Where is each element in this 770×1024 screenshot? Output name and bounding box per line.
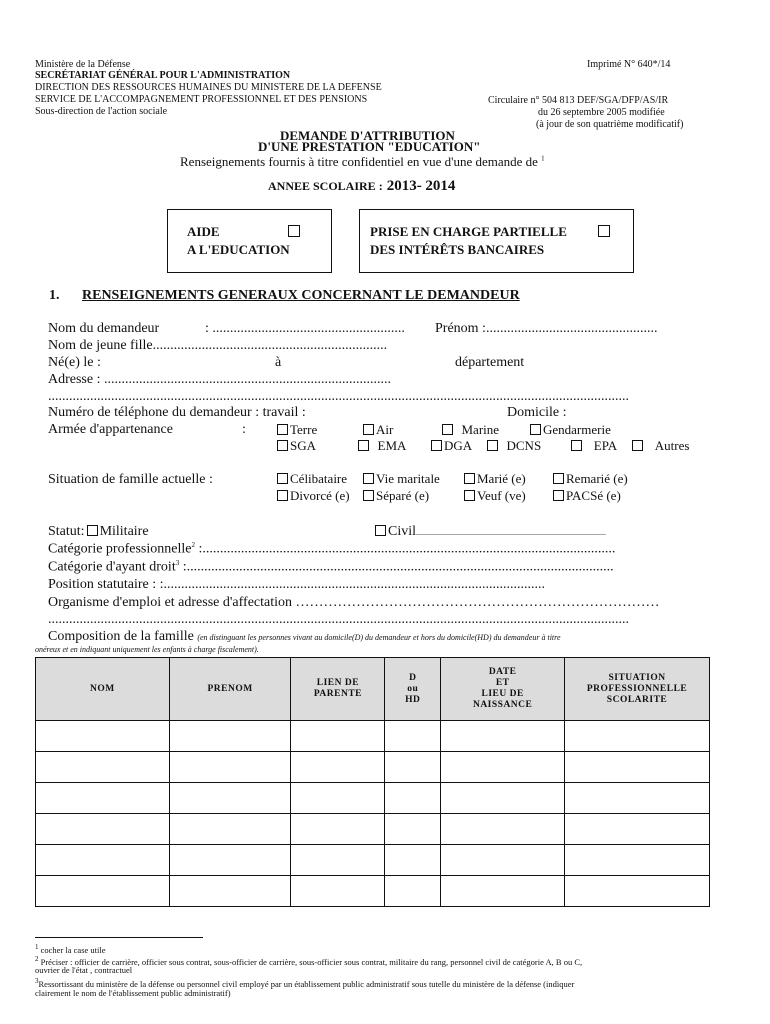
aide-box xyxy=(167,209,332,273)
armee-option-terre[interactable]: Terre xyxy=(277,424,317,436)
situation-remarie[interactable]: Remarié (e) xyxy=(553,473,628,485)
table-cell[interactable] xyxy=(385,876,441,907)
table-cell[interactable] xyxy=(441,783,565,814)
prise-label-1: PRISE EN CHARGE PARTIELLE xyxy=(370,224,567,239)
armee-colon: : xyxy=(242,422,246,437)
subdirection-line: Sous-direction de l'action sociale xyxy=(35,106,168,117)
table-row xyxy=(36,876,710,907)
composition-note: onéreux et en indiquant uniquement les enfants à charge fiscalement). xyxy=(35,645,259,654)
table-cell[interactable] xyxy=(565,845,710,876)
situation-celibataire[interactable]: Célibataire xyxy=(277,473,347,485)
armee-option-marine[interactable]: Marine xyxy=(442,424,499,436)
table-cell[interactable] xyxy=(291,814,385,845)
footnote-divider xyxy=(35,937,203,938)
checkbox-icon[interactable] xyxy=(464,473,475,484)
aide-checkbox[interactable] xyxy=(288,225,300,237)
table-cell[interactable] xyxy=(385,814,441,845)
table-cell[interactable] xyxy=(291,721,385,752)
checkbox-icon[interactable] xyxy=(277,473,288,484)
armee-label: Armée d'appartenance xyxy=(48,422,173,437)
situation-divorce[interactable]: Divorcé (e) xyxy=(277,490,350,502)
table-cell[interactable] xyxy=(36,876,170,907)
situation-pacse[interactable]: PACSé (e) xyxy=(553,490,621,502)
table-cell[interactable] xyxy=(36,814,170,845)
checkbox-icon[interactable] xyxy=(442,424,453,435)
checkbox-icon[interactable] xyxy=(464,490,475,501)
table-row xyxy=(36,814,710,845)
family-table xyxy=(35,657,710,907)
checkbox-icon[interactable] xyxy=(277,440,288,451)
prise-box xyxy=(359,209,634,273)
position-field[interactable]: Position statutaire : :............................................................................................................. xyxy=(48,577,545,592)
checkbox-icon[interactable] xyxy=(277,490,288,501)
col-header-nom: NOM xyxy=(36,658,170,721)
table-cell[interactable] xyxy=(385,845,441,876)
sga-line: SECRÉTARIAT GÉNÉRAL POUR L'ADMINISTRATION xyxy=(35,70,291,81)
table-cell[interactable] xyxy=(441,845,565,876)
col-header-situation: SITUATION PROFESSIONNELLE SCOLARITE xyxy=(565,658,710,721)
birth-place-field[interactable]: à xyxy=(275,355,282,370)
aide-label-2: A L'EDUCATION xyxy=(187,242,290,257)
table-cell[interactable] xyxy=(36,845,170,876)
table-cell[interactable] xyxy=(36,783,170,814)
statut-label: Statut: Militaire xyxy=(48,524,149,539)
table-cell[interactable] xyxy=(169,814,291,845)
checkbox-icon[interactable] xyxy=(358,440,369,451)
phone-work-field[interactable]: Numéro de téléphone du demandeur : travail : xyxy=(48,405,306,420)
col-header-prenom: PRENOM xyxy=(169,658,291,721)
jeune-fille-field[interactable]: Nom de jeune fille................................................................... xyxy=(48,338,388,353)
checkbox-icon[interactable] xyxy=(553,473,564,484)
table-cell[interactable] xyxy=(441,876,565,907)
checkbox-icon[interactable] xyxy=(553,490,564,501)
footnote-2-cont: ouvrier de l'état , contractuel xyxy=(35,965,133,975)
armee-option-dga[interactable]: DGA xyxy=(431,440,472,452)
table-cell[interactable] xyxy=(385,783,441,814)
table-cell[interactable] xyxy=(291,845,385,876)
section-title: RENSEIGNEMENTS GENERAUX CONCERNANT LE DEMANDEUR xyxy=(82,288,520,303)
table-row xyxy=(36,752,710,783)
address-field[interactable]: Adresse : .................................................................................. xyxy=(48,372,391,387)
checkbox-icon[interactable] xyxy=(487,440,498,451)
title-line-1: DEMANDE D'ATTRIBUTION xyxy=(280,128,455,143)
table-cell[interactable] xyxy=(565,814,710,845)
title-line-3: Renseignements fournis à titre confidentiel en vue d'une demande de $^1$ xyxy=(180,154,545,169)
militaire-checkbox[interactable] xyxy=(87,525,98,536)
armee-option-epa[interactable]: EPA xyxy=(571,440,617,452)
ministry-line: Ministère de la Défense xyxy=(35,59,131,70)
situation-veuf[interactable]: Veuf (ve) xyxy=(464,490,526,502)
footnote-3: $^3$Ressortissant du ministère de la défense ou personnel civil employé par un établissement public administratif sous tutelle du ministère de la défense (indiquer xyxy=(35,977,575,989)
col-header-d-hd: D ou HD xyxy=(385,658,441,721)
table-header-row xyxy=(36,658,710,721)
table-cell[interactable] xyxy=(169,876,291,907)
table-row xyxy=(36,721,710,752)
table-cell[interactable] xyxy=(441,752,565,783)
table-cell[interactable] xyxy=(565,721,710,752)
circular-date: du 26 septembre 2005 modifiée xyxy=(538,107,665,118)
checkbox-icon[interactable] xyxy=(571,440,582,451)
checkbox-icon[interactable] xyxy=(363,473,374,484)
armee-option-ema[interactable]: EMA xyxy=(358,440,406,452)
col-header-lien: LIEN DE PARENTE xyxy=(291,658,385,721)
departement-field[interactable]: département xyxy=(455,355,525,370)
civil-checkbox[interactable] xyxy=(375,525,386,536)
checkbox-icon[interactable] xyxy=(632,440,643,451)
table-cell[interactable] xyxy=(36,721,170,752)
situation-vie-maritale[interactable]: Vie maritale xyxy=(363,473,440,485)
address-continuation[interactable]: ...................................................................................................................................................................... xyxy=(48,389,629,404)
civil-option[interactable]: Civil............................................................................................... xyxy=(375,524,606,540)
col-header-naissance: DATE ET LIEU DE NAISSANCE xyxy=(441,658,565,721)
prenom-field[interactable]: Prénom :................................................. xyxy=(435,321,658,336)
table-cell[interactable] xyxy=(385,721,441,752)
nom-field[interactable]: : ....................................................... xyxy=(205,321,405,336)
nom-label: Nom du demandeur xyxy=(48,321,160,336)
table-row xyxy=(36,783,710,814)
table-cell[interactable] xyxy=(36,752,170,783)
circular-ref: Circulaire n° 504 813 DEF/SGA/DFP/AS/IR xyxy=(488,95,669,106)
table-cell[interactable] xyxy=(565,783,710,814)
checkbox-icon[interactable] xyxy=(431,440,442,451)
section-number: 1. xyxy=(49,288,60,303)
footnote-3-cont: clairement le nom de l'établissement public administratif) xyxy=(35,988,231,998)
aide-label-1: AIDE xyxy=(187,224,220,239)
checkbox-icon[interactable] xyxy=(277,424,288,435)
table-cell[interactable] xyxy=(565,752,710,783)
categorie-pro-field[interactable]: Catégorie professionnelle$^2$ :...................................................................................................................... xyxy=(48,541,616,557)
organisme-continuation[interactable]: ...................................................................................................................................................................... xyxy=(48,612,629,627)
footnote-2: $^2$ Préciser : officier de carrière, officier sous contrat, sous-officier de carrière, sous-officier sous contrat, militaire du rang, personnel civil de catégorie A, B ou C, xyxy=(35,955,583,967)
service-line: SERVICE DE L'ACCOMPAGNEMENT PROFESSIONNEL ET DES PENSIONS xyxy=(35,94,368,105)
composition-label: Composition de la famille (en distinguant les personnes vivant au domicile(D) du demandeur et hors du domicile(HD) du demandeur à titre xyxy=(48,629,561,644)
armee-option-dcns[interactable]: DCNS xyxy=(487,440,541,452)
ayant-droit-field[interactable]: Catégorie d'ayant droit$^3$ :.......................................................................................................................... xyxy=(48,559,614,575)
organisme-field[interactable]: Organisme d'emploi et adresse d'affectation …………………………………………………………………… xyxy=(48,595,660,610)
circular-update: (à jour de son quatrième modificatif) xyxy=(536,119,684,130)
birth-date-field[interactable]: Né(e) le : xyxy=(48,355,101,370)
situation-marie[interactable]: Marié (e) xyxy=(464,473,526,485)
table-row xyxy=(36,845,710,876)
table-cell[interactable] xyxy=(169,783,291,814)
situation-separe[interactable]: Séparé (e) xyxy=(363,490,429,502)
drh-line: DIRECTION DES RESSOURCES HUMAINES DU MINISTERE DE LA DEFENSE xyxy=(35,82,382,93)
table-cell[interactable] xyxy=(169,752,291,783)
prise-label-2: DES INTÉRÊTS BANCAIRES xyxy=(370,242,545,257)
footnote-1: $^1$ cocher la case utile xyxy=(35,943,106,955)
armee-option-air[interactable]: Air xyxy=(363,424,393,436)
armee-option-sga[interactable]: SGA xyxy=(277,440,316,452)
checkbox-icon[interactable] xyxy=(363,424,374,435)
table-cell[interactable] xyxy=(565,876,710,907)
checkbox-icon[interactable] xyxy=(363,490,374,501)
form-number: Imprimé N° 640*/14 xyxy=(587,59,671,70)
table-cell[interactable] xyxy=(291,876,385,907)
table-cell[interactable] xyxy=(385,752,441,783)
table-cell[interactable] xyxy=(169,845,291,876)
table-cell[interactable] xyxy=(441,721,565,752)
table-cell[interactable] xyxy=(441,814,565,845)
situation-label: Situation de famille actuelle : xyxy=(48,472,213,487)
phone-home-field[interactable]: Domicile : xyxy=(507,405,567,420)
armee-option-gendarmerie[interactable]: Gendarmerie xyxy=(530,424,611,436)
prise-checkbox[interactable] xyxy=(598,225,610,237)
table-cell[interactable] xyxy=(291,783,385,814)
title-line-2: D'UNE PRESTATION "EDUCATION" xyxy=(258,139,481,154)
school-year: ANNEE SCOLAIRE : 2013- 2014 xyxy=(268,178,456,194)
table-cell[interactable] xyxy=(169,721,291,752)
table-cell[interactable] xyxy=(291,752,385,783)
armee-option-autres[interactable]: Autres xyxy=(632,440,689,452)
checkbox-icon[interactable] xyxy=(530,424,541,435)
